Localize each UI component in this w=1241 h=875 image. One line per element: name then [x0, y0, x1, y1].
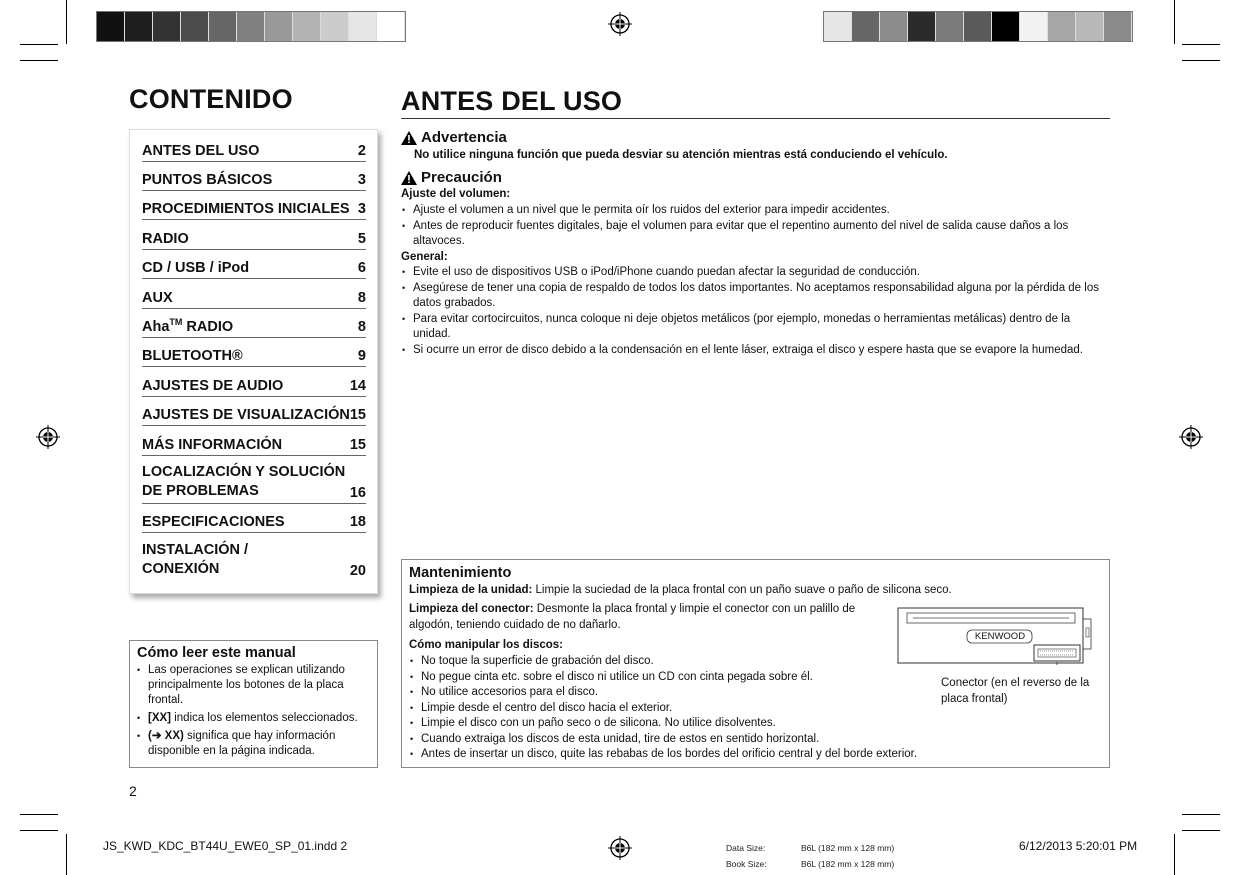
contents-title: CONTENIDO — [129, 84, 293, 114]
color-swatch — [181, 12, 209, 41]
toc-entry[interactable]: PROCEDIMIENTOS INICIALES 3 — [142, 196, 366, 220]
list-item: • Limpie desde el centro del disco hacia el exterior. — [409, 701, 1009, 717]
color-bar-right — [823, 11, 1133, 42]
toc-entry[interactable]: INSTALACIÓN / CONEXIÓN 20 — [142, 542, 366, 579]
footer-book-size-label: Book Size: — [726, 859, 767, 869]
crop-mark — [20, 44, 58, 45]
list-item: • Cuando extraiga los discos de esta unidad, tire de estos en sentido horizontal. — [409, 732, 1009, 748]
footer-date: 6/12/2013 5:20:01 PM — [1019, 839, 1138, 853]
registration-mark-icon — [1179, 425, 1203, 449]
color-swatch — [377, 12, 405, 41]
toc-entry[interactable]: BLUETOOTH® 9 — [142, 343, 366, 367]
list-item: • No utilice accesorios para el disco. — [409, 685, 1009, 701]
color-swatch — [265, 12, 293, 41]
list-item: • Para evitar cortocircuitos, nunca coloque ni deje objetos metálicos (por ejemplo, monedas o herramientas metálicas) dentro de la unidad. — [401, 312, 1111, 343]
crop-mark — [1182, 830, 1220, 831]
disc-heading: Cómo manipular los discos: — [409, 639, 563, 651]
color-swatch — [125, 12, 153, 41]
warning-triangle-icon — [401, 131, 417, 145]
footer-filename: JS_KWD_KDC_BT44U_EWE0_SP_01.indd 2 — [103, 839, 348, 853]
crop-mark — [1182, 814, 1220, 815]
brand-logo: KENWOOD — [974, 631, 1026, 642]
color-swatch — [1020, 12, 1048, 41]
color-swatch — [824, 12, 852, 41]
list-item: • (➔ XX) significa que hay información disponible en la página indicada. — [136, 729, 372, 759]
page-title: ANTES DEL USO — [401, 86, 623, 116]
toc-entry[interactable]: ANTES DEL USO 2 — [142, 138, 366, 162]
color-swatch — [153, 12, 181, 41]
toc-entry[interactable]: Aha™ RADIO 8 — [142, 314, 366, 338]
connector-cleaning: Limpieza del conector: Desmonte la placa frontal y limpie el conector con un palillo de algodón, teniendo cuidado de no dañarlo. — [409, 603, 856, 631]
color-swatch — [97, 12, 125, 41]
title-rule — [401, 118, 1110, 119]
general-heading: General: — [401, 251, 448, 263]
color-swatch — [908, 12, 936, 41]
unit-cleaning: Limpieza de la unidad: Limpie la suciedad de la placa frontal con un paño suave o paño de silicona seco. — [409, 584, 952, 596]
color-swatch — [209, 12, 237, 41]
general-list — [401, 265, 1111, 358]
crop-mark — [1182, 44, 1220, 45]
list-item: • Limpie el disco con un paño seco o de silicona. No utilice disolventes. — [409, 716, 1009, 732]
toc-entry[interactable]: ESPECIFICACIONES 18 — [142, 509, 366, 533]
toc-entry[interactable]: MÁS INFORMACIÓN 15 — [142, 432, 366, 456]
list-item: • Asegúrese de tener una copia de respaldo de todos los datos importantes. No aceptamos responsabilidad alguna por la pérdida de los datos grabados. — [401, 281, 1111, 312]
registration-mark-icon — [608, 836, 632, 860]
color-swatch — [349, 12, 377, 41]
color-swatch — [1076, 12, 1104, 41]
color-swatch — [1048, 12, 1076, 41]
how-to-read-list — [136, 663, 372, 759]
toc-entry[interactable]: AUX 8 — [142, 285, 366, 309]
crop-mark — [20, 60, 58, 61]
color-swatch — [1104, 12, 1132, 41]
how-to-read-title: Cómo leer este manual — [137, 645, 296, 661]
footer-book-size-value: B6L (182 mm x 128 mm) — [801, 859, 895, 869]
toc-entry[interactable]: AJUSTES DE VISUALIZACIÓN 15 — [142, 402, 366, 426]
warning-heading: Advertencia — [401, 129, 507, 146]
color-bar-left — [96, 11, 406, 42]
warning-text: No utilice ninguna función que pueda desviar su atención mientras está conduciendo el vehículo. — [414, 149, 948, 161]
connector-caption: Conector (en el reverso de la placa frontal) — [941, 677, 1090, 705]
crop-mark — [1174, 0, 1175, 44]
color-swatch — [321, 12, 349, 41]
crop-mark — [20, 814, 58, 815]
caution-heading: Precaución — [401, 169, 502, 186]
list-item: • No pegue cinta etc. sobre el disco ni utilice un CD con cinta pegada sobre él. — [409, 670, 1009, 686]
color-swatch — [852, 12, 880, 41]
footer-data-size-label: Data Size: — [726, 843, 766, 853]
crop-mark — [1182, 60, 1220, 61]
footer-data-size-value: B6L (182 mm x 128 mm) — [801, 843, 895, 853]
list-item: • Antes de insertar un disco, quite las rebabas de los bordes del orificio central y del borde exterior. — [409, 747, 1009, 763]
crop-mark — [66, 0, 67, 44]
list-item: • Antes de reproducir fuentes digitales, baje el volumen para evitar que el repentino aumento del nivel de salida cause daños a los altavoces. — [401, 219, 1111, 250]
page-number: 2 — [129, 783, 137, 799]
color-swatch — [293, 12, 321, 41]
list-item: • Si ocurre un error de disco debido a la condensación en el lente láser, extraiga el disco y espere hasta que se evapore la humedad. — [401, 343, 1111, 359]
list-item: • Ajuste el volumen a un nivel que le permita oír los ruidos del exterior para impedir accidentes. — [401, 203, 1111, 219]
table-of-contents — [129, 129, 378, 594]
maintenance-title: Mantenimiento — [409, 565, 512, 581]
toc-entry[interactable]: RADIO 5 — [142, 226, 366, 250]
crop-mark — [20, 830, 58, 831]
color-swatch — [237, 12, 265, 41]
color-swatch — [992, 12, 1020, 41]
maintenance-box — [401, 559, 1110, 768]
how-to-read-box — [129, 640, 378, 768]
list-item: • Las operaciones se explican utilizando principalmente los botones de la placa frontal. — [136, 663, 372, 708]
list-item: • No toque la superficie de grabación del disco. — [409, 654, 1009, 670]
list-item: • Evite el uso de dispositivos USB o iPod/iPhone cuando puedan afectar la seguridad de conducción. — [401, 265, 1111, 281]
faceplate-illustration — [897, 607, 1097, 665]
color-swatch — [964, 12, 992, 41]
volume-list — [401, 203, 1111, 250]
crop-mark — [66, 834, 67, 875]
disc-list — [409, 654, 1009, 763]
crop-mark — [1174, 834, 1175, 875]
toc-entry[interactable]: LOCALIZACIÓN Y SOLUCIÓN DE PROBLEMAS 16 — [142, 461, 366, 504]
volume-heading: Ajuste del volumen: — [401, 188, 511, 200]
list-item: • [XX] indica los elementos seleccionados. — [136, 711, 372, 726]
registration-mark-icon — [36, 425, 60, 449]
registration-mark-icon — [608, 12, 632, 36]
color-swatch — [936, 12, 964, 41]
caution-triangle-icon — [401, 171, 417, 185]
toc-entry[interactable]: CD / USB / iPod 6 — [142, 255, 366, 279]
toc-entry[interactable]: PUNTOS BÁSICOS 3 — [142, 167, 366, 191]
color-swatch — [880, 12, 908, 41]
toc-entry[interactable]: AJUSTES DE AUDIO 14 — [142, 373, 366, 397]
